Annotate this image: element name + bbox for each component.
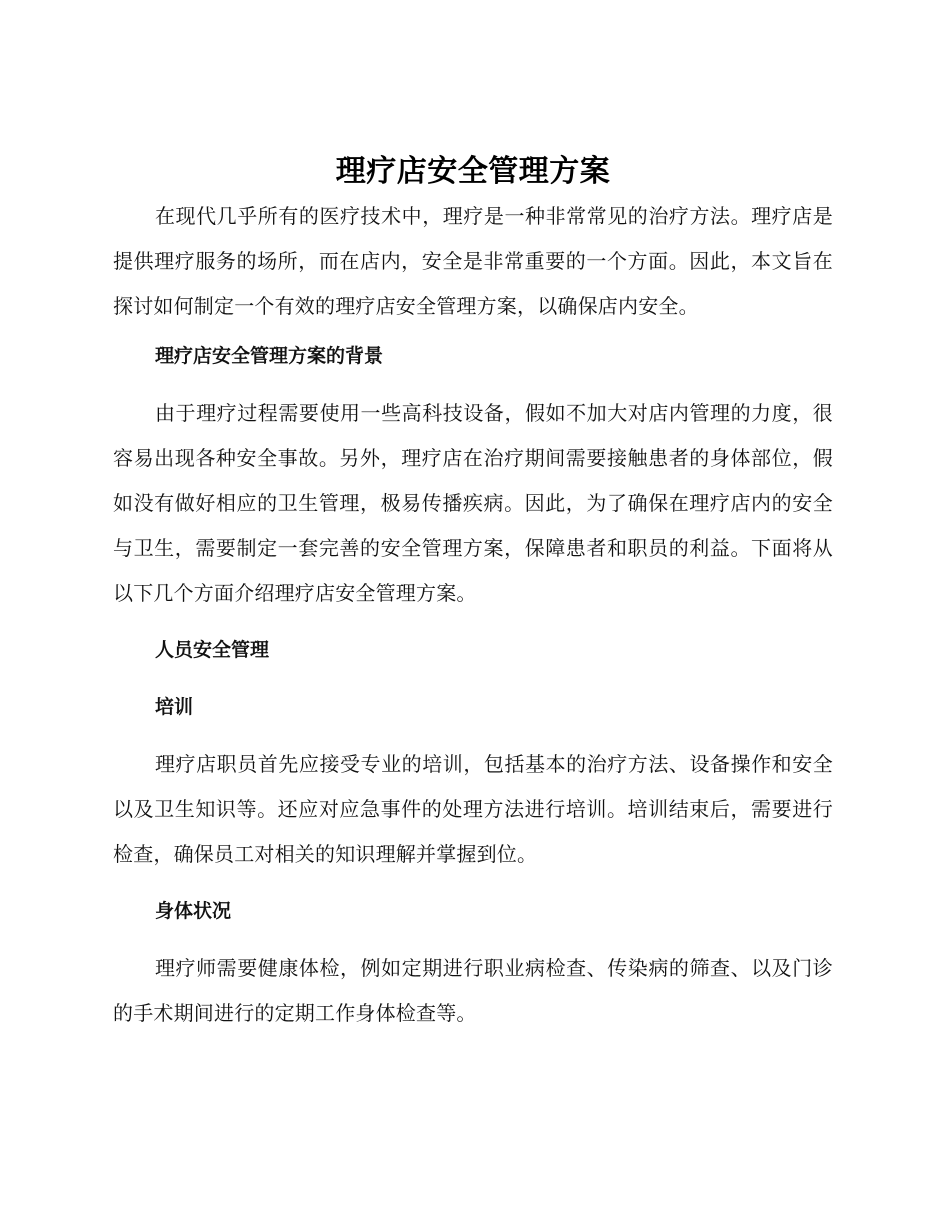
spacer — [113, 934, 833, 946]
spacer — [113, 379, 833, 391]
spacer — [113, 730, 833, 742]
section-heading-health-condition: 身体状况 — [155, 900, 232, 922]
section-heading-personnel-safety: 人员安全管理 — [155, 639, 270, 661]
section-heading-background: 理疗店安全管理方案的背景 — [155, 345, 384, 367]
intro-paragraph: 在现代几乎所有的医疗技术中，理疗是一种非常常见的治疗方法。理疗店是提供理疗服务的场所，而在店内，安全是非常重要的一个方面。因此，本文旨在探讨如何制定一个有效的理疗店安全管理方案，以确保店内安全。 — [113, 204, 833, 318]
spacer — [113, 877, 833, 889]
section-heading-training: 培训 — [155, 696, 194, 718]
document-content — [113, 150, 833, 1036]
training-paragraph: 理疗店职员首先应接受专业的培训，包括基本的治疗方法、设备操作和安全以及卫生知识等。还应对应急事件的处理方法进行培训。培训结束后，需要进行检查，确保员工对相关的知识理解并掌握到位。 — [113, 752, 833, 866]
spacer — [113, 673, 833, 685]
spacer — [113, 616, 833, 628]
background-paragraph: 由于理疗过程需要使用一些高科技设备，假如不加大对店内管理的力度，很容易出现各种安全事故。另外，理疗店在治疗期间需要接触患者的身体部位，假如没有做好相应的卫生管理，极易传播疾病。因此，为了确保在理疗店内的安全与卫生，需要制定一套完善的安全管理方案，保障患者和职员的利益。下面将从以下几个方面介绍理疗店安全管理方案。 — [113, 401, 833, 605]
health-condition-paragraph: 理疗师需要健康体检，例如定期进行职业病检查、传染病的筛查、以及门诊的手术期间进行的定期工作身体检查等。 — [113, 956, 833, 1025]
document-title: 理疗店安全管理方案 — [335, 154, 611, 189]
